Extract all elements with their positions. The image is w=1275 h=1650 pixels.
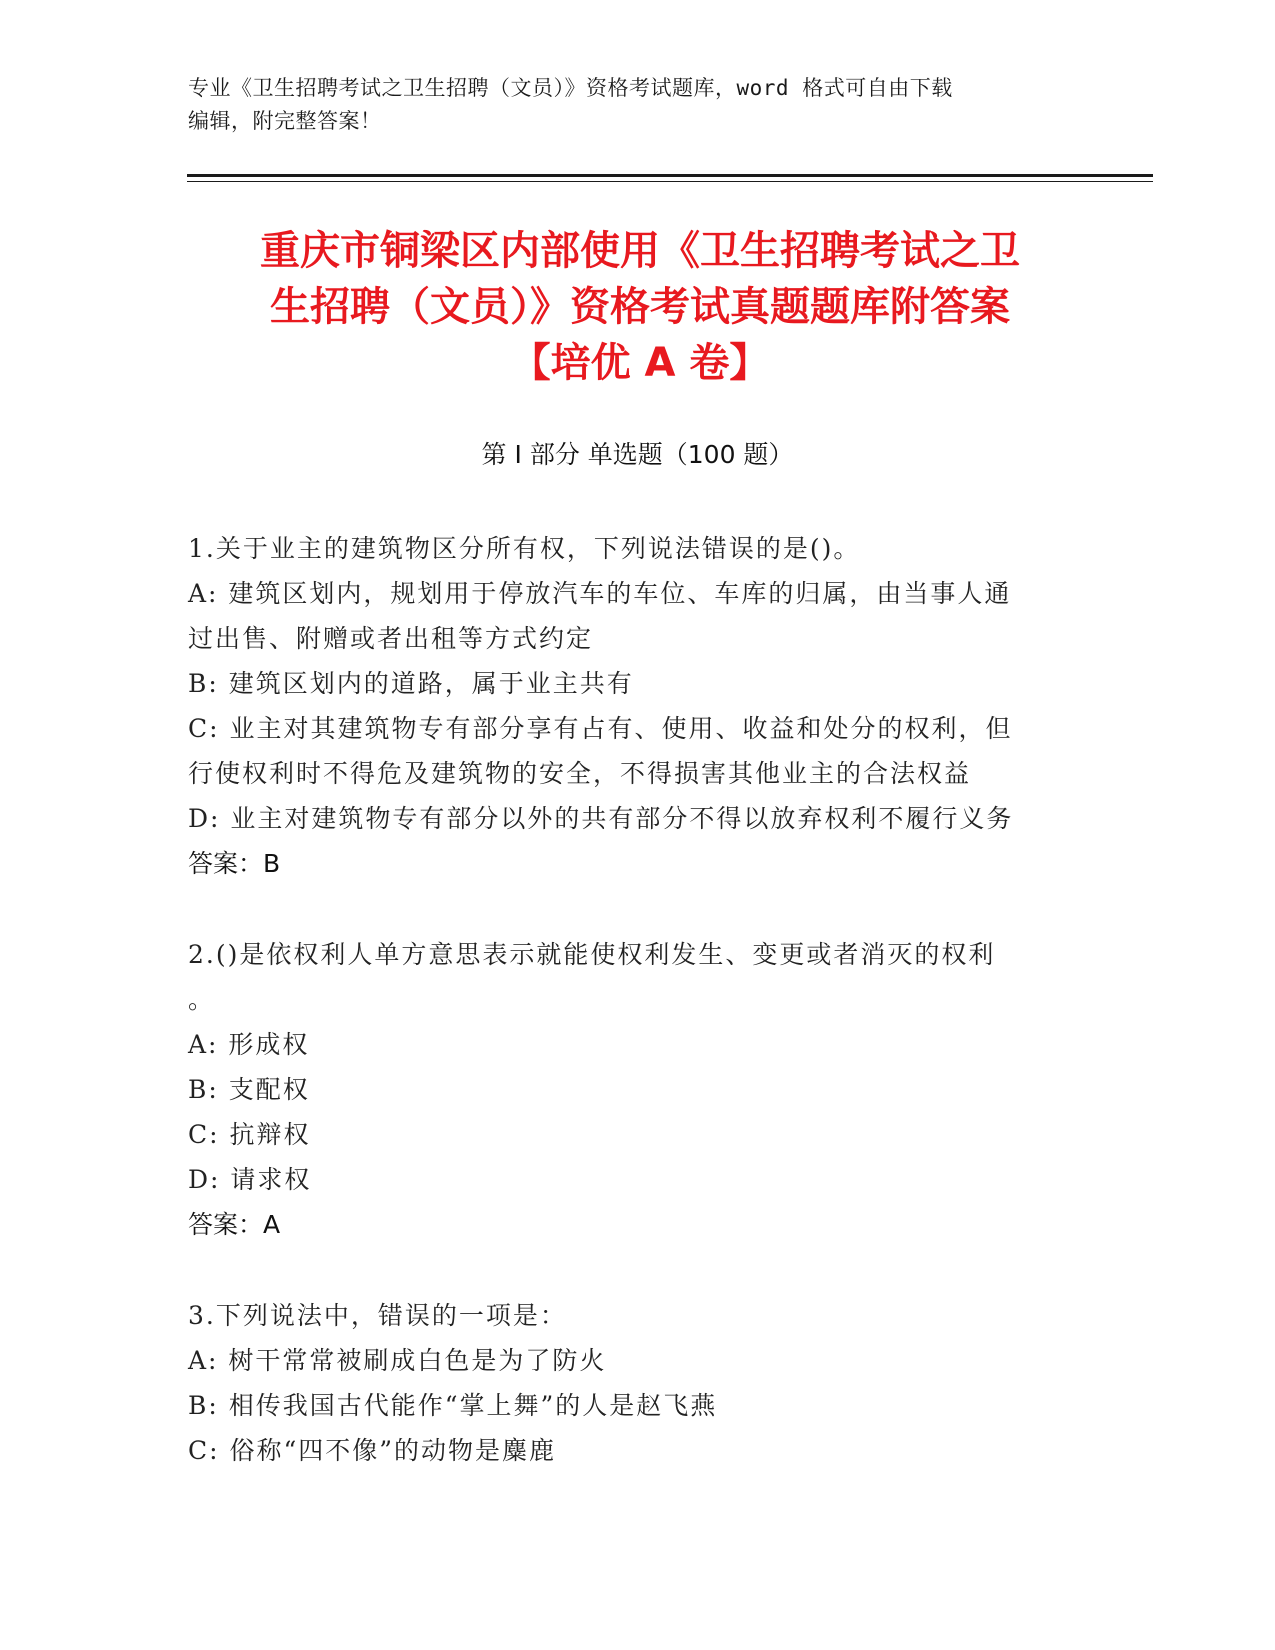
option-a: A: 树干常常被刷成白色是为了防火	[188, 1346, 607, 1375]
section-heading: 第 I 部分 单选题（100 题）	[481, 440, 794, 469]
header-note-line: 编辑，附完整答案！	[188, 109, 382, 133]
option-c: C: 抗辩权	[188, 1120, 311, 1149]
option-d: D: 请求权	[188, 1165, 312, 1194]
question-stem-continued: 。	[188, 985, 216, 1014]
answer-label: 答案：B	[188, 849, 281, 878]
option-b: B: 支配权	[188, 1075, 310, 1104]
header-note-line: 专业《卫生招聘考试之卫生招聘（文员）》资格考试题库，word 格式可自由下载	[188, 76, 953, 100]
option-c-continued: 行使权利时不得危及建筑物的安全，不得损害其他业主的合法权益	[188, 759, 972, 788]
header-note	[188, 72, 1068, 138]
document-title-line: 生招聘（文员）》资格考试真题题库附答案	[270, 284, 1010, 330]
document-title-line: 【培优 A 卷】	[510, 340, 770, 386]
question-2	[188, 932, 1068, 1247]
question-stem: 2.()是依权利人单方意思表示就能使权利发生、变更或者消灭的权利	[188, 940, 996, 969]
header-divider-thick	[187, 174, 1153, 177]
option-a: A: 形成权	[188, 1030, 310, 1059]
question-3	[188, 1293, 1068, 1473]
option-a-continued: 过出售、附赠或者出租等方式约定	[188, 624, 594, 653]
answer-label: 答案：A	[188, 1210, 281, 1239]
question-list	[188, 526, 1068, 1519]
header-divider-thin	[187, 181, 1153, 182]
question-stem: 3.下列说法中，错误的一项是：	[188, 1301, 567, 1330]
option-c: C: 俗称“四不像”的动物是麋鹿	[188, 1436, 557, 1465]
option-c: C: 业主对其建筑物专有部分享有占有、使用、收益和处分的权利，但	[188, 714, 1013, 743]
question-1	[188, 526, 1068, 886]
option-a: A: 建筑区划内，规划用于停放汽车的车位、车库的归属，由当事人通	[188, 579, 1012, 608]
option-b: B: 建筑区划内的道路，属于业主共有	[188, 669, 634, 698]
document-title	[190, 223, 1090, 391]
option-b: B: 相传我国古代能作“掌上舞”的人是赵飞燕	[188, 1391, 718, 1420]
option-d: D: 业主对建筑物专有部分以外的共有部分不得以放弃权利不履行义务	[188, 804, 1014, 833]
document-title-line: 重庆市铜梁区内部使用《卫生招聘考试之卫	[260, 228, 1020, 274]
question-stem: 1.关于业主的建筑物区分所有权，下列说法错误的是()。	[188, 534, 861, 563]
